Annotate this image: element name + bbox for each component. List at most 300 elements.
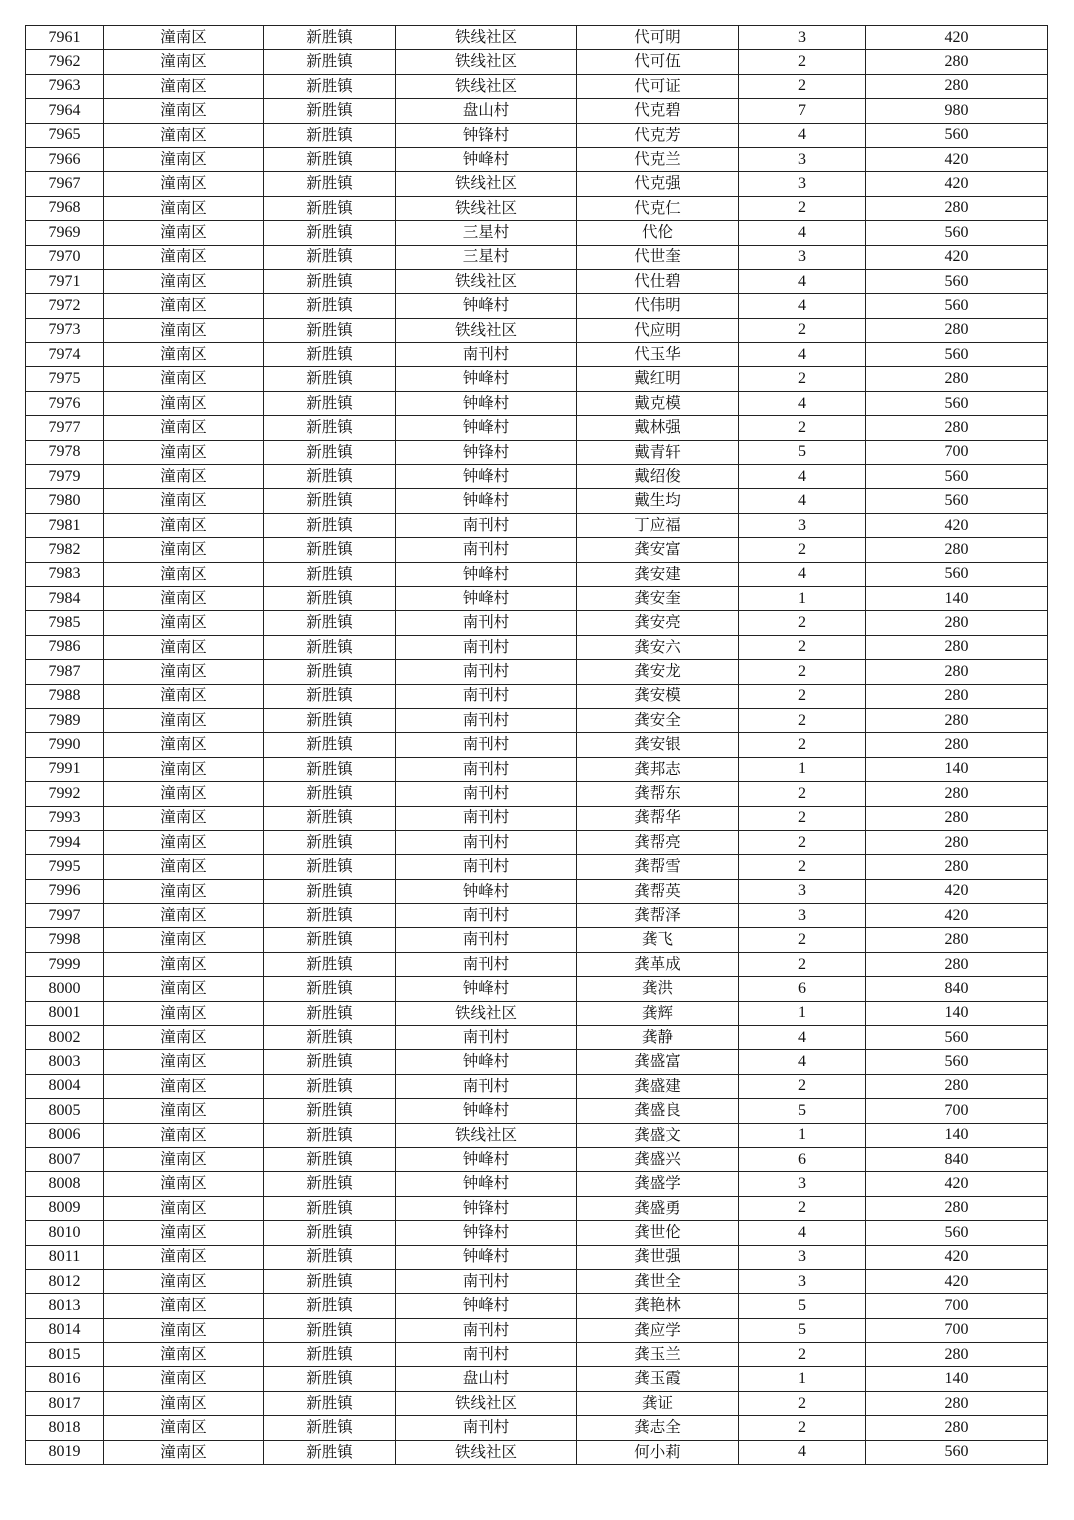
district-cell: 潼南区	[104, 1001, 264, 1025]
name-cell: 代克碧	[577, 99, 739, 123]
amount-cell: 420	[866, 904, 1048, 928]
id-cell: 7972	[26, 294, 104, 318]
district-cell: 潼南区	[104, 1196, 264, 1220]
village-cell: 钟峰村	[396, 1147, 577, 1171]
town-cell: 新胜镇	[264, 74, 396, 98]
amount-cell: 560	[866, 1221, 1048, 1245]
table-row	[26, 245, 1048, 269]
id-cell: 8008	[26, 1172, 104, 1196]
town-cell: 新胜镇	[264, 50, 396, 74]
table-body	[26, 26, 1048, 1465]
table-row	[26, 1294, 1048, 1318]
people-cell: 2	[739, 196, 866, 220]
id-cell: 7964	[26, 99, 104, 123]
id-cell: 8016	[26, 1367, 104, 1391]
id-cell: 7997	[26, 904, 104, 928]
name-cell: 龚静	[577, 1026, 739, 1050]
id-cell: 7988	[26, 684, 104, 708]
town-cell: 新胜镇	[264, 1001, 396, 1025]
table-row	[26, 977, 1048, 1001]
table-row	[26, 1318, 1048, 1342]
id-cell: 7987	[26, 660, 104, 684]
id-cell: 7996	[26, 879, 104, 903]
village-cell: 钟峰村	[396, 586, 577, 610]
name-cell: 龚安奎	[577, 586, 739, 610]
id-cell: 7980	[26, 489, 104, 513]
village-cell: 钟峰村	[396, 294, 577, 318]
village-cell: 铁线社区	[396, 1123, 577, 1147]
people-cell: 5	[739, 440, 866, 464]
people-cell: 1	[739, 1123, 866, 1147]
table-row	[26, 367, 1048, 391]
name-cell: 龚安龙	[577, 660, 739, 684]
id-cell: 8018	[26, 1416, 104, 1440]
district-cell: 潼南区	[104, 855, 264, 879]
people-cell: 4	[739, 294, 866, 318]
town-cell: 新胜镇	[264, 1440, 396, 1464]
town-cell: 新胜镇	[264, 1391, 396, 1415]
name-cell: 龚世伦	[577, 1221, 739, 1245]
name-cell: 龚盛兴	[577, 1147, 739, 1171]
table-row	[26, 1196, 1048, 1220]
amount-cell: 280	[866, 1416, 1048, 1440]
amount-cell: 420	[866, 879, 1048, 903]
amount-cell: 700	[866, 1294, 1048, 1318]
village-cell: 铁线社区	[396, 1440, 577, 1464]
amount-cell: 140	[866, 1123, 1048, 1147]
table-row	[26, 928, 1048, 952]
id-cell: 7981	[26, 513, 104, 537]
town-cell: 新胜镇	[264, 904, 396, 928]
district-cell: 潼南区	[104, 1172, 264, 1196]
amount-cell: 280	[866, 538, 1048, 562]
district-cell: 潼南区	[104, 245, 264, 269]
village-cell: 南刊村	[396, 904, 577, 928]
id-cell: 8001	[26, 1001, 104, 1025]
village-cell: 南刊村	[396, 952, 577, 976]
district-cell: 潼南区	[104, 928, 264, 952]
people-cell: 2	[739, 830, 866, 854]
people-cell: 2	[739, 660, 866, 684]
people-cell: 3	[739, 147, 866, 171]
table-row	[26, 1343, 1048, 1367]
name-cell: 龚艳林	[577, 1294, 739, 1318]
id-cell: 7983	[26, 562, 104, 586]
table-row	[26, 269, 1048, 293]
amount-cell: 700	[866, 1099, 1048, 1123]
district-cell: 潼南区	[104, 416, 264, 440]
name-cell: 代玉华	[577, 343, 739, 367]
amount-cell: 560	[866, 1440, 1048, 1464]
id-cell: 7992	[26, 782, 104, 806]
name-cell: 龚盛富	[577, 1050, 739, 1074]
village-cell: 南刊村	[396, 611, 577, 635]
table-row	[26, 465, 1048, 489]
people-cell: 2	[739, 684, 866, 708]
people-cell: 3	[739, 26, 866, 50]
people-cell: 4	[739, 489, 866, 513]
name-cell: 代克仁	[577, 196, 739, 220]
table-row	[26, 489, 1048, 513]
name-cell: 代伦	[577, 221, 739, 245]
village-cell: 铁线社区	[396, 318, 577, 342]
id-cell: 8014	[26, 1318, 104, 1342]
table-row	[26, 904, 1048, 928]
village-cell: 铁线社区	[396, 196, 577, 220]
village-cell: 南刊村	[396, 635, 577, 659]
district-cell: 潼南区	[104, 440, 264, 464]
name-cell: 龚盛良	[577, 1099, 739, 1123]
table-row	[26, 1172, 1048, 1196]
people-cell: 6	[739, 1147, 866, 1171]
name-cell: 龚安富	[577, 538, 739, 562]
district-cell: 潼南区	[104, 806, 264, 830]
table-row	[26, 782, 1048, 806]
table-row	[26, 1367, 1048, 1391]
people-cell: 2	[739, 928, 866, 952]
id-cell: 7990	[26, 733, 104, 757]
town-cell: 新胜镇	[264, 1147, 396, 1171]
amount-cell: 280	[866, 611, 1048, 635]
name-cell: 戴克模	[577, 391, 739, 415]
name-cell: 代可伍	[577, 50, 739, 74]
amount-cell: 560	[866, 123, 1048, 147]
town-cell: 新胜镇	[264, 977, 396, 1001]
data-sheet	[25, 25, 1047, 1465]
table-row	[26, 806, 1048, 830]
village-cell: 钟锋村	[396, 1221, 577, 1245]
district-cell: 潼南区	[104, 684, 264, 708]
village-cell: 南刊村	[396, 1416, 577, 1440]
amount-cell: 280	[866, 830, 1048, 854]
district-cell: 潼南区	[104, 391, 264, 415]
town-cell: 新胜镇	[264, 99, 396, 123]
table-row	[26, 708, 1048, 732]
town-cell: 新胜镇	[264, 123, 396, 147]
table-row	[26, 196, 1048, 220]
people-cell: 4	[739, 562, 866, 586]
village-cell: 铁线社区	[396, 50, 577, 74]
town-cell: 新胜镇	[264, 489, 396, 513]
people-cell: 4	[739, 123, 866, 147]
people-cell: 4	[739, 1221, 866, 1245]
id-cell: 7994	[26, 830, 104, 854]
table-row	[26, 1221, 1048, 1245]
name-cell: 龚世强	[577, 1245, 739, 1269]
district-cell: 潼南区	[104, 879, 264, 903]
name-cell: 龚证	[577, 1391, 739, 1415]
district-cell: 潼南区	[104, 221, 264, 245]
name-cell: 戴生均	[577, 489, 739, 513]
people-cell: 4	[739, 1440, 866, 1464]
village-cell: 钟峰村	[396, 1050, 577, 1074]
name-cell: 代可证	[577, 74, 739, 98]
people-cell: 4	[739, 1026, 866, 1050]
district-cell: 潼南区	[104, 757, 264, 781]
name-cell: 龚帮华	[577, 806, 739, 830]
district-cell: 潼南区	[104, 611, 264, 635]
table-row	[26, 172, 1048, 196]
name-cell: 龚安建	[577, 562, 739, 586]
village-cell: 钟峰村	[396, 367, 577, 391]
people-cell: 3	[739, 172, 866, 196]
district-cell: 潼南区	[104, 269, 264, 293]
village-cell: 钟峰村	[396, 416, 577, 440]
name-cell: 龚邦志	[577, 757, 739, 781]
id-cell: 7998	[26, 928, 104, 952]
district-cell: 潼南区	[104, 489, 264, 513]
town-cell: 新胜镇	[264, 465, 396, 489]
amount-cell: 980	[866, 99, 1048, 123]
people-cell: 1	[739, 757, 866, 781]
people-cell: 2	[739, 416, 866, 440]
name-cell: 龚帮亮	[577, 830, 739, 854]
id-cell: 8000	[26, 977, 104, 1001]
amount-cell: 420	[866, 172, 1048, 196]
town-cell: 新胜镇	[264, 1099, 396, 1123]
id-cell: 7976	[26, 391, 104, 415]
id-cell: 8013	[26, 1294, 104, 1318]
village-cell: 钟峰村	[396, 1172, 577, 1196]
district-cell: 潼南区	[104, 1050, 264, 1074]
people-cell: 2	[739, 1391, 866, 1415]
district-cell: 潼南区	[104, 1440, 264, 1464]
town-cell: 新胜镇	[264, 196, 396, 220]
people-cell: 1	[739, 586, 866, 610]
village-cell: 南刊村	[396, 1074, 577, 1098]
village-cell: 钟锋村	[396, 440, 577, 464]
town-cell: 新胜镇	[264, 1172, 396, 1196]
amount-cell: 280	[866, 855, 1048, 879]
name-cell: 丁应福	[577, 513, 739, 537]
village-cell: 南刊村	[396, 830, 577, 854]
district-cell: 潼南区	[104, 1416, 264, 1440]
town-cell: 新胜镇	[264, 318, 396, 342]
people-cell: 3	[739, 1245, 866, 1269]
people-cell: 1	[739, 1001, 866, 1025]
id-cell: 7978	[26, 440, 104, 464]
people-cell: 4	[739, 221, 866, 245]
amount-cell: 280	[866, 1391, 1048, 1415]
village-cell: 钟峰村	[396, 147, 577, 171]
id-cell: 7995	[26, 855, 104, 879]
amount-cell: 280	[866, 660, 1048, 684]
town-cell: 新胜镇	[264, 928, 396, 952]
village-cell: 南刊村	[396, 343, 577, 367]
town-cell: 新胜镇	[264, 757, 396, 781]
town-cell: 新胜镇	[264, 782, 396, 806]
town-cell: 新胜镇	[264, 538, 396, 562]
table-row	[26, 1147, 1048, 1171]
amount-cell: 280	[866, 196, 1048, 220]
town-cell: 新胜镇	[264, 1416, 396, 1440]
table-row	[26, 294, 1048, 318]
id-cell: 7975	[26, 367, 104, 391]
id-cell: 8004	[26, 1074, 104, 1098]
town-cell: 新胜镇	[264, 1245, 396, 1269]
town-cell: 新胜镇	[264, 391, 396, 415]
id-cell: 7967	[26, 172, 104, 196]
district-cell: 潼南区	[104, 465, 264, 489]
village-cell: 铁线社区	[396, 26, 577, 50]
amount-cell: 140	[866, 1001, 1048, 1025]
table-row	[26, 26, 1048, 50]
amount-cell: 700	[866, 1318, 1048, 1342]
id-cell: 7962	[26, 50, 104, 74]
people-cell: 2	[739, 1416, 866, 1440]
people-cell: 1	[739, 1367, 866, 1391]
amount-cell: 560	[866, 489, 1048, 513]
id-cell: 7979	[26, 465, 104, 489]
village-cell: 盘山村	[396, 1367, 577, 1391]
district-cell: 潼南区	[104, 562, 264, 586]
village-cell: 南刊村	[396, 1269, 577, 1293]
table-row	[26, 1099, 1048, 1123]
table-row	[26, 1440, 1048, 1464]
people-cell: 2	[739, 806, 866, 830]
name-cell: 龚帮雪	[577, 855, 739, 879]
district-cell: 潼南区	[104, 1294, 264, 1318]
district-cell: 潼南区	[104, 1318, 264, 1342]
village-cell: 铁线社区	[396, 1391, 577, 1415]
district-cell: 潼南区	[104, 660, 264, 684]
table-row	[26, 318, 1048, 342]
id-cell: 8009	[26, 1196, 104, 1220]
village-cell: 南刊村	[396, 1318, 577, 1342]
town-cell: 新胜镇	[264, 1294, 396, 1318]
table-row	[26, 99, 1048, 123]
name-cell: 代仕碧	[577, 269, 739, 293]
village-cell: 南刊村	[396, 660, 577, 684]
name-cell: 龚盛文	[577, 1123, 739, 1147]
amount-cell: 840	[866, 1147, 1048, 1171]
district-cell: 潼南区	[104, 1245, 264, 1269]
village-cell: 南刊村	[396, 538, 577, 562]
table-row	[26, 855, 1048, 879]
name-cell: 何小莉	[577, 1440, 739, 1464]
table-row	[26, 830, 1048, 854]
name-cell: 龚玉兰	[577, 1343, 739, 1367]
table-row	[26, 1074, 1048, 1098]
name-cell: 代应明	[577, 318, 739, 342]
amount-cell: 140	[866, 1367, 1048, 1391]
name-cell: 龚志全	[577, 1416, 739, 1440]
people-cell: 2	[739, 1074, 866, 1098]
town-cell: 新胜镇	[264, 343, 396, 367]
town-cell: 新胜镇	[264, 1367, 396, 1391]
district-cell: 潼南区	[104, 123, 264, 147]
district-cell: 潼南区	[104, 1391, 264, 1415]
table-row	[26, 123, 1048, 147]
amount-cell: 280	[866, 1343, 1048, 1367]
id-cell: 7969	[26, 221, 104, 245]
table-row	[26, 1245, 1048, 1269]
village-cell: 钟峰村	[396, 1245, 577, 1269]
amount-cell: 280	[866, 1074, 1048, 1098]
people-cell: 3	[739, 904, 866, 928]
amount-cell: 840	[866, 977, 1048, 1001]
table-row	[26, 391, 1048, 415]
table-row	[26, 538, 1048, 562]
amount-cell: 280	[866, 318, 1048, 342]
table-row	[26, 952, 1048, 976]
people-cell: 2	[739, 855, 866, 879]
amount-cell: 560	[866, 465, 1048, 489]
people-cell: 2	[739, 74, 866, 98]
id-cell: 7982	[26, 538, 104, 562]
town-cell: 新胜镇	[264, 1050, 396, 1074]
amount-cell: 560	[866, 269, 1048, 293]
district-cell: 潼南区	[104, 952, 264, 976]
table-row	[26, 611, 1048, 635]
people-cell: 2	[739, 611, 866, 635]
amount-cell: 280	[866, 50, 1048, 74]
id-cell: 8005	[26, 1099, 104, 1123]
id-cell: 8017	[26, 1391, 104, 1415]
district-cell: 潼南区	[104, 1074, 264, 1098]
district-cell: 潼南区	[104, 1026, 264, 1050]
people-cell: 2	[739, 1196, 866, 1220]
name-cell: 龚安全	[577, 708, 739, 732]
district-cell: 潼南区	[104, 74, 264, 98]
name-cell: 龚安模	[577, 684, 739, 708]
district-cell: 潼南区	[104, 50, 264, 74]
name-cell: 代伟明	[577, 294, 739, 318]
people-cell: 7	[739, 99, 866, 123]
district-cell: 潼南区	[104, 513, 264, 537]
village-cell: 南刊村	[396, 757, 577, 781]
amount-cell: 420	[866, 147, 1048, 171]
name-cell: 龚世全	[577, 1269, 739, 1293]
amount-cell: 420	[866, 1245, 1048, 1269]
amount-cell: 280	[866, 74, 1048, 98]
people-cell: 6	[739, 977, 866, 1001]
name-cell: 代世奎	[577, 245, 739, 269]
town-cell: 新胜镇	[264, 611, 396, 635]
name-cell: 龚帮泽	[577, 904, 739, 928]
district-cell: 潼南区	[104, 294, 264, 318]
town-cell: 新胜镇	[264, 1318, 396, 1342]
table-row	[26, 1001, 1048, 1025]
district-cell: 潼南区	[104, 586, 264, 610]
id-cell: 7974	[26, 343, 104, 367]
village-cell: 南刊村	[396, 855, 577, 879]
name-cell: 龚玉霞	[577, 1367, 739, 1391]
amount-cell: 280	[866, 416, 1048, 440]
town-cell: 新胜镇	[264, 172, 396, 196]
name-cell: 龚飞	[577, 928, 739, 952]
district-cell: 潼南区	[104, 1343, 264, 1367]
district-cell: 潼南区	[104, 904, 264, 928]
village-cell: 钟峰村	[396, 1294, 577, 1318]
amount-cell: 420	[866, 26, 1048, 50]
people-cell: 2	[739, 635, 866, 659]
village-cell: 三星村	[396, 245, 577, 269]
people-cell: 2	[739, 782, 866, 806]
district-cell: 潼南区	[104, 733, 264, 757]
table-row	[26, 562, 1048, 586]
name-cell: 龚安亮	[577, 611, 739, 635]
id-cell: 8019	[26, 1440, 104, 1464]
people-cell: 2	[739, 50, 866, 74]
village-cell: 南刊村	[396, 733, 577, 757]
district-cell: 潼南区	[104, 343, 264, 367]
village-cell: 南刊村	[396, 708, 577, 732]
district-cell: 潼南区	[104, 782, 264, 806]
amount-cell: 560	[866, 221, 1048, 245]
village-cell: 南刊村	[396, 806, 577, 830]
id-cell: 7999	[26, 952, 104, 976]
